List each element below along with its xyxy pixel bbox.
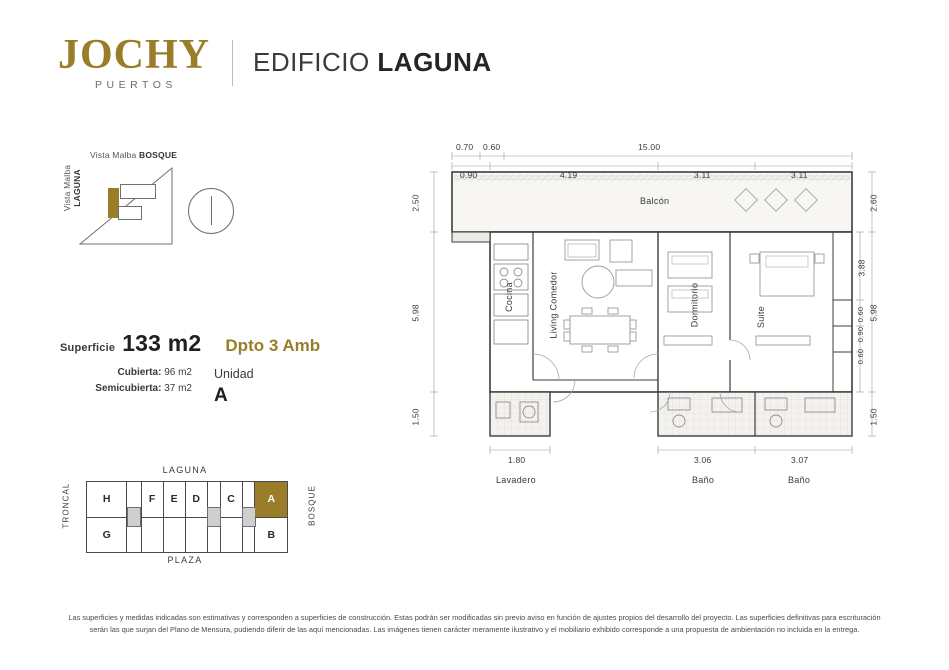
surface-total: 133 m2 <box>122 330 202 356</box>
bmap-top-label: LAGUNA <box>162 465 208 475</box>
bmap-core-column-1 <box>127 482 141 552</box>
dim-right-1-50: 1.50 <box>868 408 879 426</box>
dim-top-0-60: 0.60 <box>483 142 501 152</box>
bmap-unit-G[interactable]: G <box>102 528 111 541</box>
bmap-column[interactable] <box>221 482 243 552</box>
dim-right-0-60-b: 0.60 <box>856 348 866 365</box>
semicovered-value: 37 m2 <box>164 383 192 394</box>
apartment-type: Dpto 3 Amb <box>225 336 321 355</box>
block-marker-1 <box>120 184 156 199</box>
dim-inner-0-90: 0.90 <box>460 170 478 180</box>
header <box>58 34 492 91</box>
surface-word: Superficie <box>60 342 116 354</box>
bmap-bottom-label: PLAZA <box>167 555 203 565</box>
floor-plan-drawing <box>420 140 890 490</box>
logo-sub-text: PUERTOS <box>95 79 177 91</box>
covered-value: 96 m2 <box>164 367 192 378</box>
legal-footer <box>52 612 897 636</box>
bmap-core-column-2 <box>208 482 221 552</box>
dim-right-0-90: 0.90 <box>856 326 866 343</box>
bmap-column[interactable] <box>164 482 186 552</box>
orientation-top-light: Vista Malba <box>90 150 140 160</box>
floor-plan <box>410 140 890 490</box>
dim-top-0-70: 0.70 <box>456 142 474 152</box>
semicovered-label: Semicubierta: <box>95 383 162 394</box>
bmap-unit-C[interactable]: C <box>221 482 242 518</box>
bmap-grid <box>86 481 288 553</box>
surface-breakdown <box>60 367 192 407</box>
unit-label: Unidad <box>214 367 254 381</box>
page-title-light: EDIFICIO <box>253 47 378 77</box>
orientation-left-light: Vista Malba <box>62 164 72 212</box>
dim-left-2-50: 2.50 <box>410 194 421 212</box>
page-title <box>253 47 492 78</box>
bmap-unit-empty <box>142 518 163 553</box>
dim-bottom-1-80: 1.80 <box>508 455 526 465</box>
bmap-unit-empty <box>164 518 185 553</box>
bmap-unit-F[interactable]: F <box>142 482 163 518</box>
bmap-core-column-3 <box>243 482 256 552</box>
dim-bottom-3-06: 3.06 <box>694 455 712 465</box>
bmap-column[interactable] <box>186 482 208 552</box>
orientation-left-bold: LAGUNA <box>72 169 82 207</box>
block-marker-2 <box>118 206 142 220</box>
bmap-unit-H[interactable]: H <box>87 482 126 518</box>
semicovered-row <box>60 383 192 394</box>
dim-left-5-98: 5.98 <box>410 304 421 322</box>
dim-inner-4-19: 4.19 <box>560 170 578 180</box>
logo-main-text: JOCHY <box>58 32 210 78</box>
bmap-left-label: TRONCAL <box>61 482 71 529</box>
dim-right-2-60: 2.60 <box>868 194 879 212</box>
bmap-unit-A[interactable]: A <box>255 482 287 518</box>
room-label-dormitorio: Dormitorio <box>689 282 700 328</box>
orientation-triangle <box>78 166 174 246</box>
room-label-living-comedor: Living Comedor <box>548 271 559 339</box>
room-label-bano-2: Baño <box>788 475 811 485</box>
covered-row <box>60 367 192 378</box>
bmap-unit-D[interactable]: D <box>186 482 207 518</box>
surface-headline <box>60 330 350 357</box>
surface-info <box>60 330 350 407</box>
room-label-lavadero: Lavadero <box>496 475 536 485</box>
bmap-unit-empty <box>186 518 207 553</box>
dim-right-5-98: 5.98 <box>868 304 879 322</box>
dim-inner-3-11-b: 3.11 <box>791 170 808 180</box>
bmap-column[interactable] <box>87 482 127 552</box>
legal-line-1: Las superficies y medidas indicadas son estimativas y corresponden a superficies de construcción. Estas podrán ser modificadas sin previo aviso en función de ajustes propios del desarrollo del proyecto. Las superficies definitivas para escrituración <box>68 613 881 622</box>
bmap-unit-B[interactable]: B <box>267 528 276 541</box>
dim-left-1-50: 1.50 <box>410 408 421 426</box>
building-key-map <box>60 465 330 570</box>
orientation-top-label <box>90 150 177 160</box>
dim-top-15-00: 15.00 <box>638 142 661 152</box>
bmap-column-selected[interactable] <box>255 482 287 552</box>
room-label-bano-1: Baño <box>692 475 715 485</box>
surface-details <box>60 367 350 407</box>
header-divider <box>232 40 233 86</box>
room-label-balcon: Balcón <box>640 196 670 206</box>
orientation-diagram <box>52 150 227 265</box>
stair-core-icon <box>242 507 256 527</box>
bmap-column[interactable] <box>142 482 164 552</box>
bmap-unit-empty <box>221 518 242 553</box>
unit-info <box>214 367 254 407</box>
unit-value: A <box>214 385 228 406</box>
dim-right-3-88: 3.88 <box>856 259 867 277</box>
bmap-right-label: BOSQUE <box>307 485 317 526</box>
brand-logo <box>58 34 210 91</box>
dim-bottom-3-07: 3.07 <box>791 455 809 465</box>
room-label-cocina: Cocina <box>503 282 514 312</box>
legal-line-2: serán las que surjan del Plano de Mensura, pudiendo diferir de las aquí mencionadas. Las imágenes tienen carácter meramente ilustrativo y el mobiliario exhibido corresponde a una propuesta de ambientación no incluida en la entrega. <box>89 625 860 635</box>
bmap-unit-E[interactable]: E <box>164 482 185 518</box>
dim-inner-3-11-a: 3.11 <box>694 170 711 180</box>
room-label-suite: Suite <box>756 305 767 329</box>
covered-label: Cubierta: <box>117 367 162 378</box>
dim-right-0-60-a: 0.60 <box>856 306 866 323</box>
stair-core-icon <box>207 507 221 527</box>
stair-core-icon <box>127 507 141 527</box>
orientation-top-bold: BOSQUE <box>139 150 178 160</box>
compass-icon <box>188 188 234 234</box>
page-title-bold: LAGUNA <box>377 47 492 77</box>
